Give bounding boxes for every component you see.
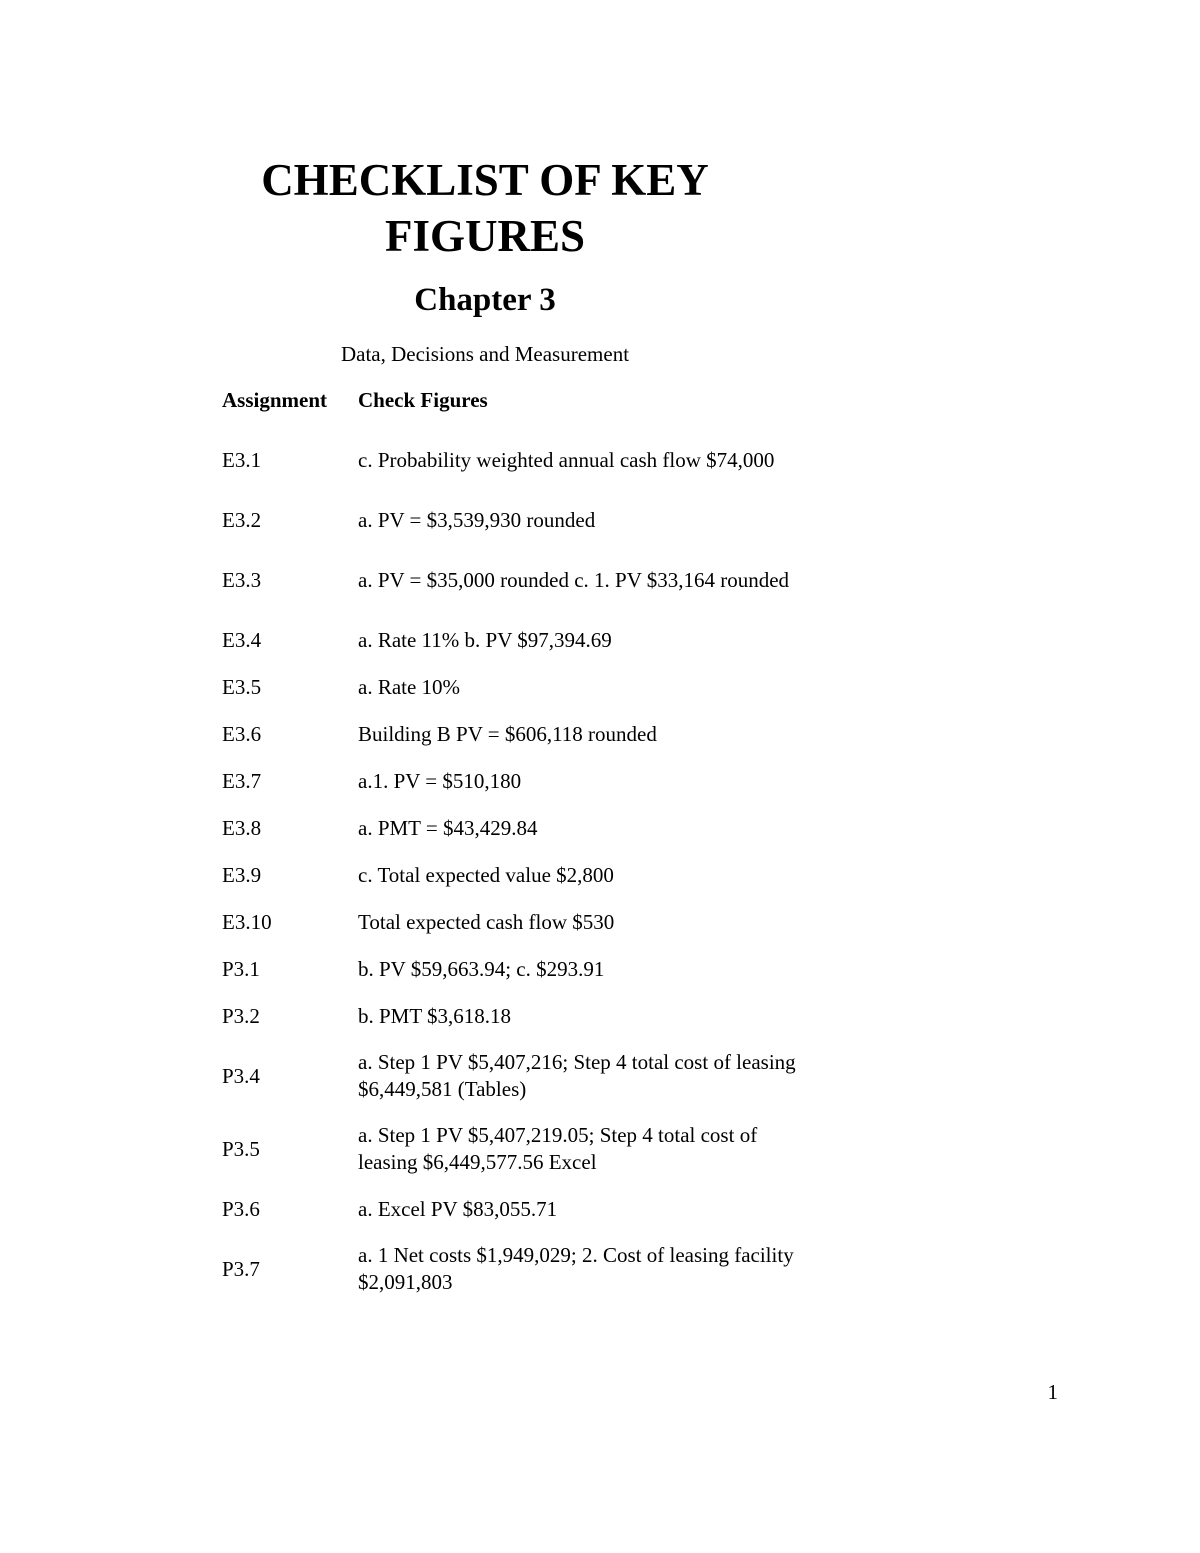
table-row — [222, 954, 822, 1001]
table-row — [222, 1121, 822, 1194]
assignment-cell: P3.7 — [222, 1256, 260, 1281]
table-row — [222, 813, 822, 860]
check-figure-cell: a. Rate 10% — [358, 674, 461, 699]
document-title — [200, 152, 770, 264]
table-row — [222, 1001, 822, 1048]
table-row — [222, 1241, 822, 1314]
assignment-cell: E3.5 — [222, 674, 262, 699]
table-row — [222, 860, 822, 907]
check-figure-cell: a. Step 1 PV $5,407,216; Step 4 total cost of leasing $6,449,581 (Tables) — [358, 1050, 796, 1101]
check-figure-cell: a. PMT = $43,429.84 — [358, 815, 538, 840]
assignment-cell: E3.8 — [222, 815, 262, 840]
assignment-cell: P3.6 — [222, 1196, 260, 1221]
assignment-cell: E3.7 — [222, 768, 262, 793]
title-line-2: FIGURES — [384, 211, 586, 261]
check-figure-cell: a. Rate 11% b. PV $97,394.69 — [358, 627, 612, 652]
assignment-cell: P3.2 — [222, 1003, 260, 1028]
assignment-column-header: Assignment — [222, 387, 328, 412]
table-row — [222, 552, 822, 625]
table-row — [222, 719, 822, 766]
assignment-cell: P3.4 — [222, 1063, 260, 1088]
table-header-row — [222, 385, 822, 432]
check-figure-cell: a. PV = $35,000 rounded c. 1. PV $33,164 rounded — [358, 567, 790, 592]
check-figure-cell: b. PMT $3,618.18 — [358, 1003, 512, 1028]
assignment-cell: P3.5 — [222, 1136, 260, 1161]
check-figure-cell: Total expected cash flow $530 — [358, 909, 615, 934]
check-figure-cell: Building B PV = $606,118 rounded — [358, 721, 657, 746]
assignment-cell: E3.2 — [222, 507, 262, 532]
check-figure-cell: a. Excel PV $83,055.71 — [358, 1196, 558, 1221]
assignment-cell: E3.4 — [222, 627, 262, 652]
table-row — [222, 766, 822, 813]
check-figure-cell: c. Probability weighted annual cash flow $74,000 — [358, 447, 775, 472]
check-figure-cell: a. Step 1 PV $5,407,219.05; Step 4 total cost of leasing $6,449,577.56 Excel — [358, 1123, 758, 1174]
table-row — [222, 1048, 822, 1121]
check-figure-cell: c. Total expected value $2,800 — [358, 862, 614, 887]
assignment-cell: P3.1 — [222, 956, 260, 981]
assignment-cell: E3.6 — [222, 721, 262, 746]
table-row — [222, 432, 822, 505]
assignment-cell: E3.9 — [222, 862, 262, 887]
assignment-cell: E3.10 — [222, 909, 272, 934]
check-figure-cell: a.1. PV = $510,180 — [358, 768, 522, 793]
check-figures-column-header: Check Figures — [358, 387, 488, 412]
check-figure-cell: b. PV $59,663.94; c. $293.91 — [358, 956, 605, 981]
table-row — [222, 672, 822, 719]
check-figures-table — [222, 385, 822, 1314]
assignment-cell: E3.1 — [222, 447, 262, 472]
page-number: 1 — [1047, 1380, 1058, 1404]
title-line-1: CHECKLIST OF KEY — [261, 155, 709, 205]
table-row — [222, 907, 822, 954]
check-figure-cell: a. PV = $3,539,930 rounded — [358, 507, 596, 532]
check-figure-cell: a. 1 Net costs $1,949,029; 2. Cost of leasing facility $2,091,803 — [358, 1243, 794, 1294]
assignment-cell: E3.3 — [222, 567, 262, 592]
table-row — [222, 505, 822, 552]
chapter-subtitle: Data, Decisions and Measurement — [340, 342, 630, 366]
table-row — [222, 625, 822, 672]
table-row — [222, 1194, 822, 1241]
chapter-heading: Chapter 3 — [414, 282, 556, 318]
